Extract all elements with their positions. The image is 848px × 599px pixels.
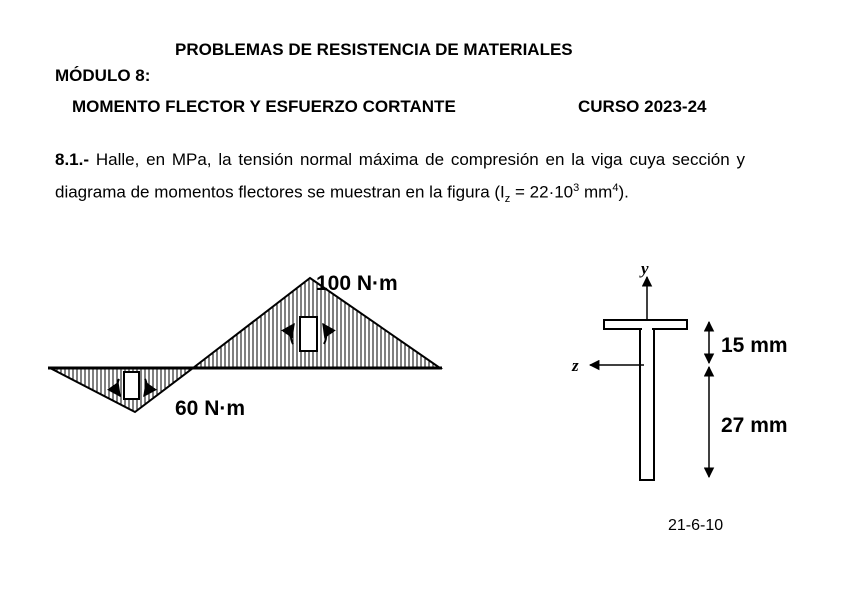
problem-text-4: ). (618, 182, 629, 202)
problem-sub-z: z (504, 193, 511, 206)
module-subtitle: MOMENTO FLECTOR Y ESFUERZO CORTANTE (72, 97, 456, 116)
problem-sup-3: 3 (573, 182, 580, 194)
problem-number: 8.1.- (55, 150, 90, 169)
problem-code: 21-6-10 (668, 517, 724, 534)
min-moment-label: 60 N·m (175, 397, 246, 420)
y-axis-label: y (641, 259, 649, 278)
dimension-27-label: 27 mm (721, 414, 788, 437)
problem-sup-4: 4 (612, 182, 619, 194)
t-web (640, 329, 654, 480)
t-flange (604, 320, 687, 329)
moment-diagram (48, 272, 442, 420)
problem-text-3: mm (579, 182, 613, 202)
problem-text-1: Halle, en MPa, la tensión normal máxima de compresión en la viga cuya sección y diagrama de momentos flectores se muestran en la figura (I (55, 150, 745, 202)
dimension-15-label: 15 mm (721, 334, 788, 357)
negative-moment-region (50, 368, 193, 412)
max-moment-label: 100 N·m (316, 272, 398, 295)
course-label: CURSO 2023-24 (578, 97, 707, 116)
z-axis-label: z (572, 356, 579, 375)
document-title: PROBLEMAS DE RESISTENCIA DE MATERIALES (175, 40, 573, 59)
cross-section (571, 259, 788, 480)
module-label: MÓDULO 8: (55, 66, 151, 85)
problem-text-2: = 22·10 (510, 182, 574, 202)
